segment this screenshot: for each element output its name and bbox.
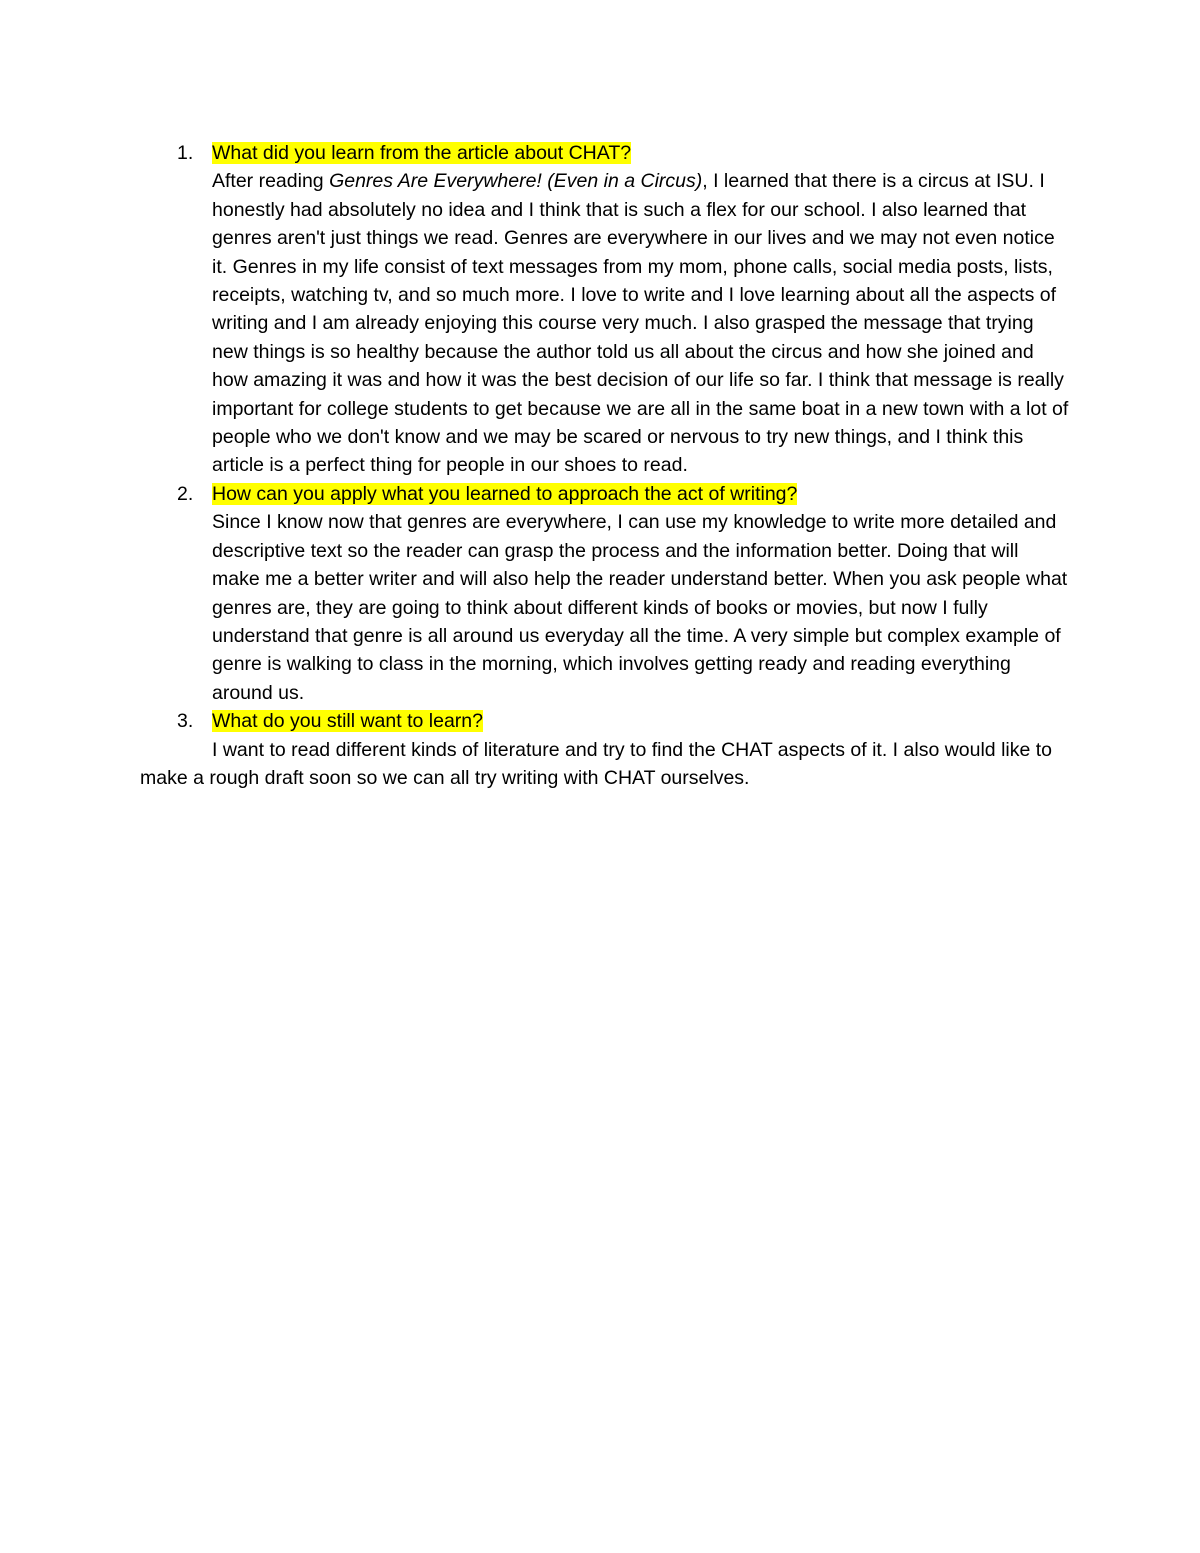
question-1: What did you learn from the article about CHAT? bbox=[212, 142, 632, 164]
question-2: How can you apply what you learned to approach the act of writing? bbox=[212, 482, 798, 505]
question-3: What do you still want to learn? bbox=[212, 710, 483, 733]
answer-2: Since I know now that genres are everywhere, I can use my knowledge to write more detailed and descriptive text so the reader can grasp the process and the information better. Doing that will make me a better writer and will also help the reader understand better. When you ask people what genres are, they are going to think about different kinds of books or movies, but now I fully understand that genre is all around us everyday all the time. A very simple but complex example of genre is walking to class in the morning, which involves getting ready and reading everything around us. bbox=[212, 511, 1068, 704]
article-title: Genres Are Everywhere! (Even in a Circus) bbox=[329, 170, 703, 193]
answer-1-prefix: After reading bbox=[212, 170, 330, 193]
answer-1-text: , I learned that there is a circus at ISU. I honestly had absolutely no idea and I think that is such a flex for our school. I also learned that genres aren't just things we read. Genres are everywhere in our lives and we may not even notice it. Genres in my life consist of text messages from my mom, phone calls, social media posts, lists, receipts, watching tv, and so much more. I love to write and I love learning about all the aspects of writing and I am already enjoying this course very much. I also grasped the message that trying new things is so healthy because the author told us all about the circus and how she joined and how amazing it was and how it was the best decision of our life so far. I think that message is really important for college students to get because we are all in the same boat in a new town with a lot of people who we don't know and we may be scared or nervous to try new things, and I think this article is a perfect thing for people in our shoes to read. bbox=[212, 170, 1069, 477]
list-item-2 bbox=[140, 480, 1070, 707]
list-number: 1. bbox=[177, 142, 194, 164]
list-item-3 bbox=[140, 707, 1070, 735]
list-number: 2. bbox=[177, 482, 194, 505]
answer-1 bbox=[212, 167, 1070, 479]
answer-3: I want to read different kinds of literature and try to find the CHAT aspects of it. I also would like to make a rough draft soon so we can all try writing with CHAT ourselves. bbox=[140, 738, 1053, 789]
list-number: 3. bbox=[177, 710, 194, 733]
list-item-1 bbox=[140, 139, 1070, 480]
document-body bbox=[140, 139, 1070, 792]
